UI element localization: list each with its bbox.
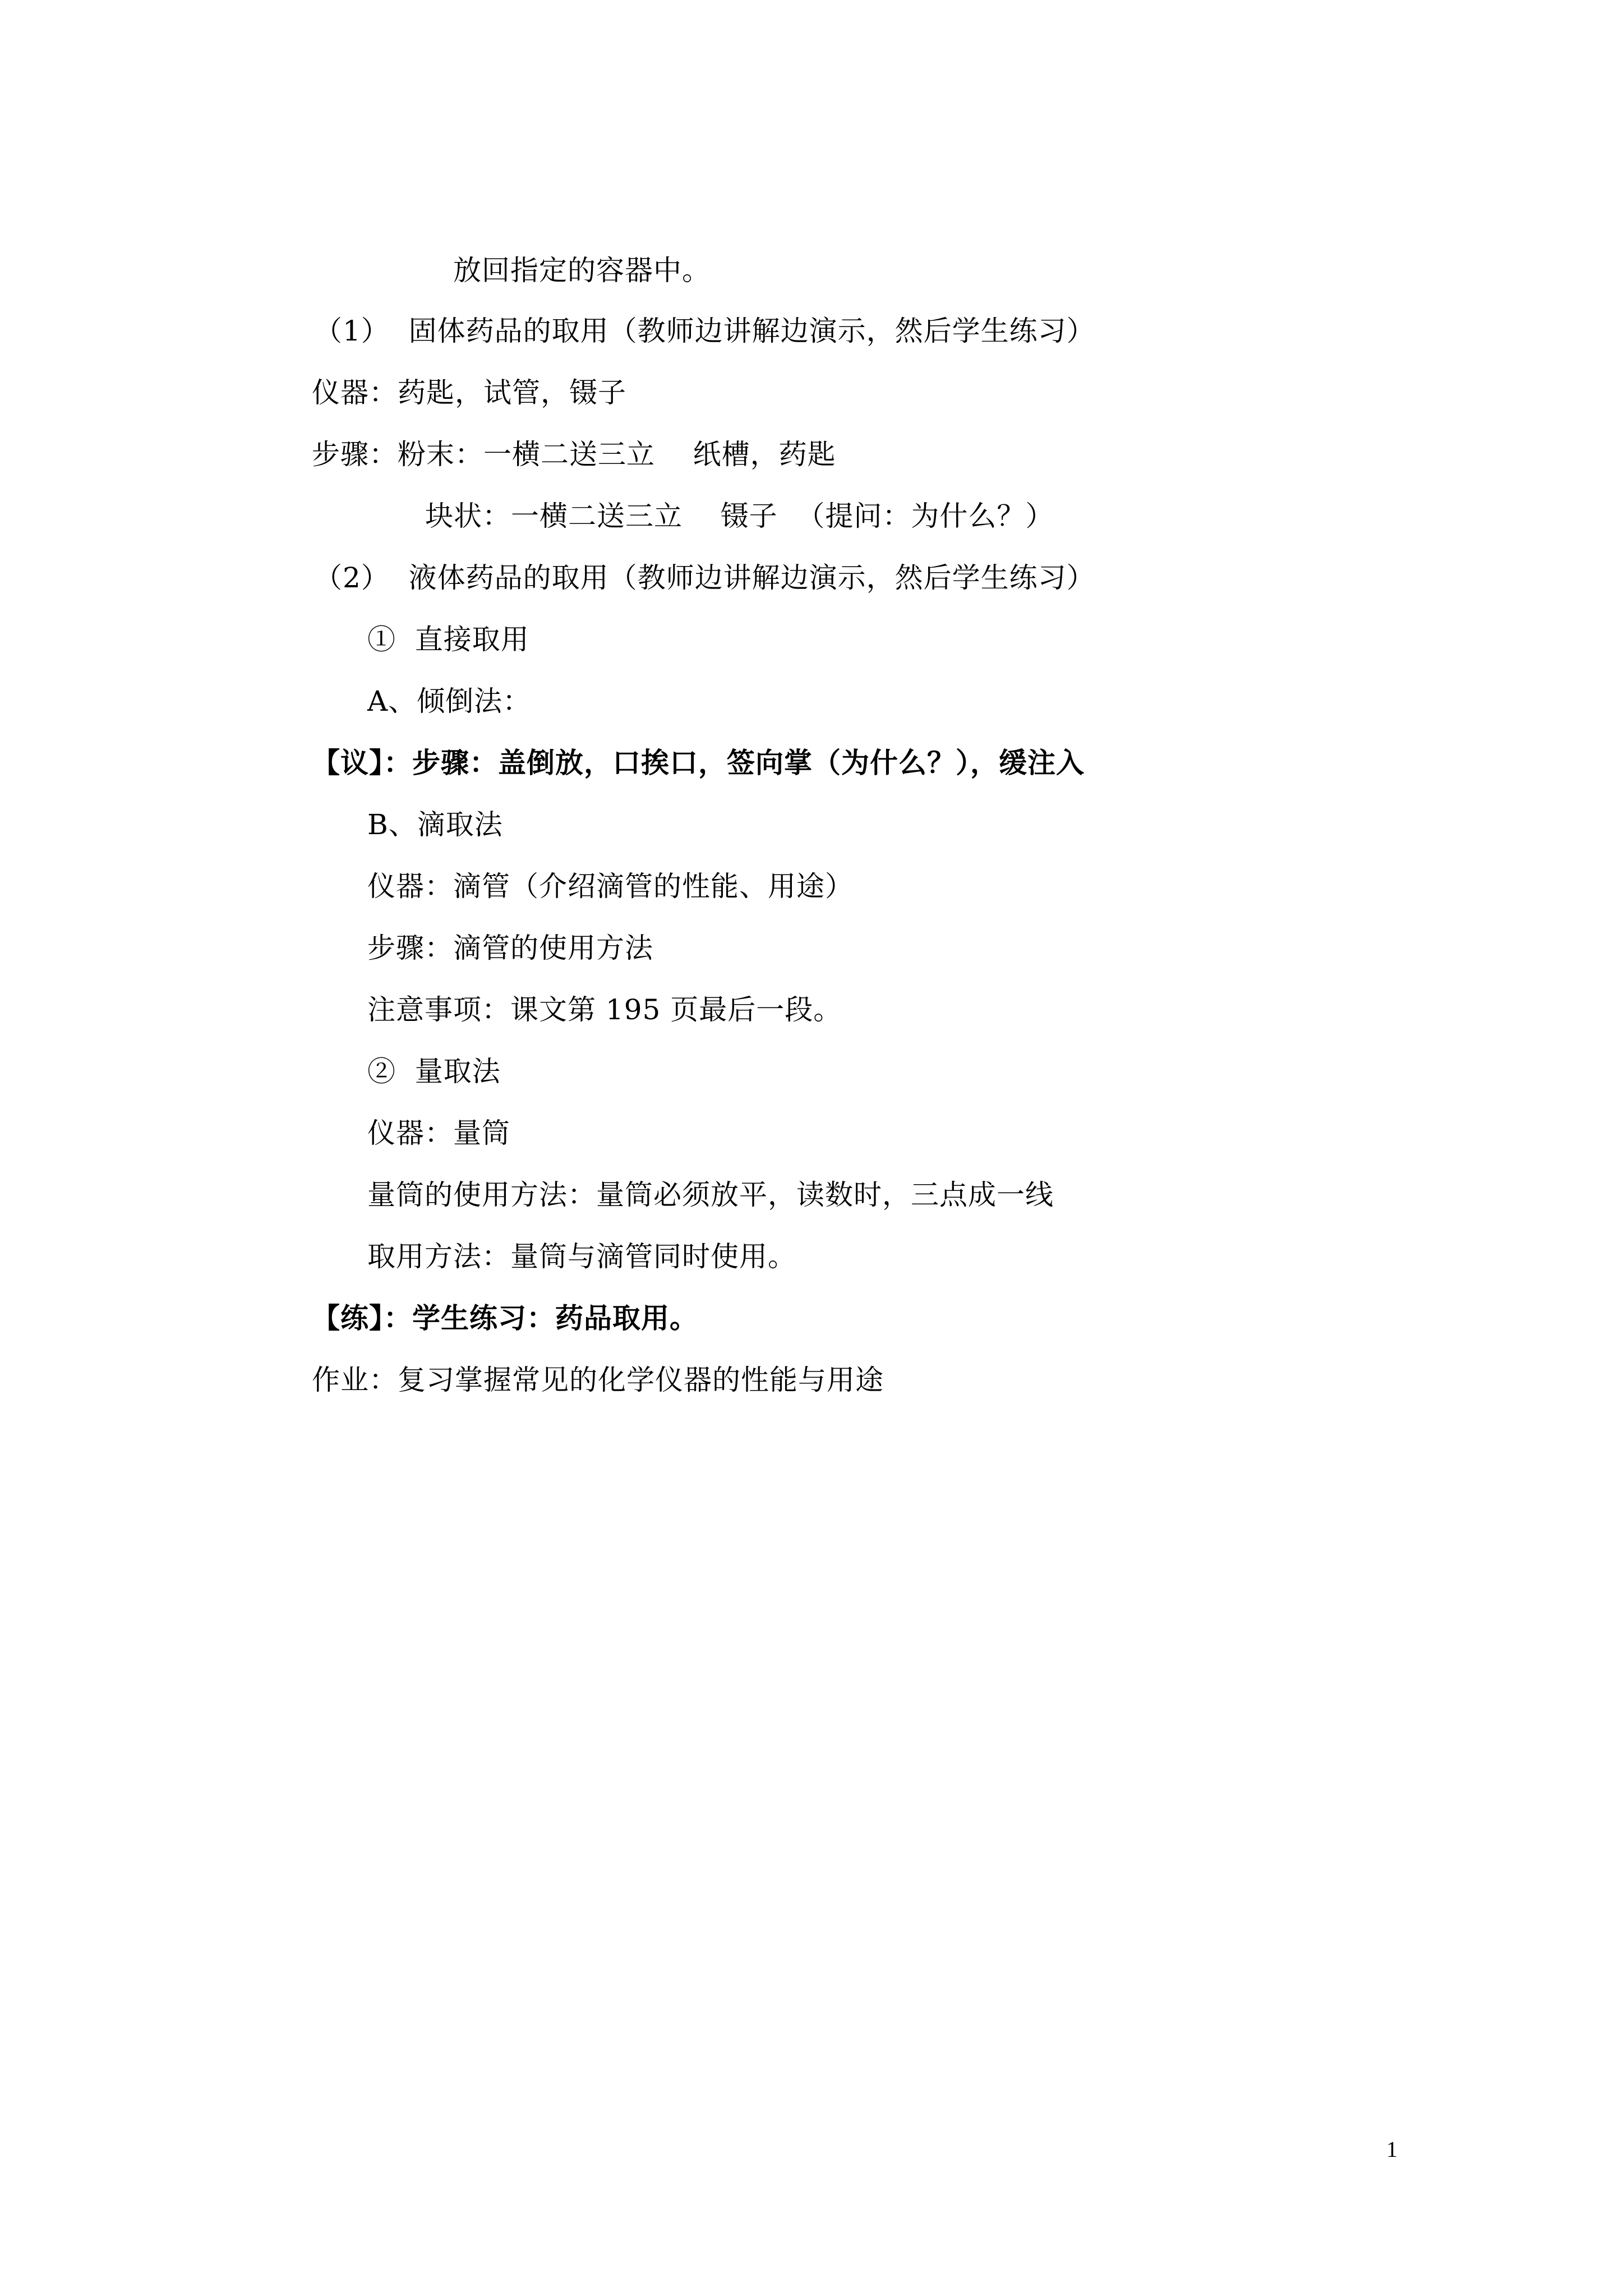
text-line-16: 量筒的使用方法：量筒必须放平，读数时，三点成一线 <box>367 1179 1054 1211</box>
text-line-4: 步骤：粉末：一横二送三立 纸槽，药匙 <box>312 438 836 471</box>
text-line-13: 注意事项：课文第 195 页最后一段。 <box>367 993 842 1026</box>
text-line-12: 步骤：滴管的使用方法 <box>367 932 653 964</box>
text-line-18: 【练】：学生练习：药品取用。 <box>312 1301 698 1335</box>
text-line-6: （2） 液体药品的取用（教师边讲解边演示，然后学生练习） <box>314 562 1095 594</box>
text-line-3: 仪器：药匙，试管，镊子 <box>312 376 626 409</box>
text-line-9: 【议】：步骤：盖倒放，口挨口，签向掌（为什么？），缓注入 <box>312 746 1085 779</box>
text-line-2: （1） 固体药品的取用（教师边讲解边演示，然后学生练习） <box>314 315 1095 347</box>
text-line-7: ① 直接取用 <box>367 623 529 656</box>
text-line-1: 放回指定的容器中。 <box>453 254 711 287</box>
text-line-5: 块状：一横二送三立 镊子 （提问：为什么？） <box>425 500 1054 532</box>
text-line-17: 取用方法：量筒与滴管同时使用。 <box>367 1240 796 1273</box>
text-line-15: 仪器：量筒 <box>367 1117 510 1149</box>
text-line-10: B、滴取法 <box>367 808 503 841</box>
text-line-8: A、倾倒法： <box>367 685 532 717</box>
text-line-14: ② 量取法 <box>367 1055 501 1088</box>
page-number: 1 <box>1386 2137 1398 2162</box>
text-line-11: 仪器：滴管（介绍滴管的性能、用途） <box>367 870 854 903</box>
text-line-19: 作业：复习掌握常见的化学仪器的性能与用途 <box>312 1364 884 1396</box>
